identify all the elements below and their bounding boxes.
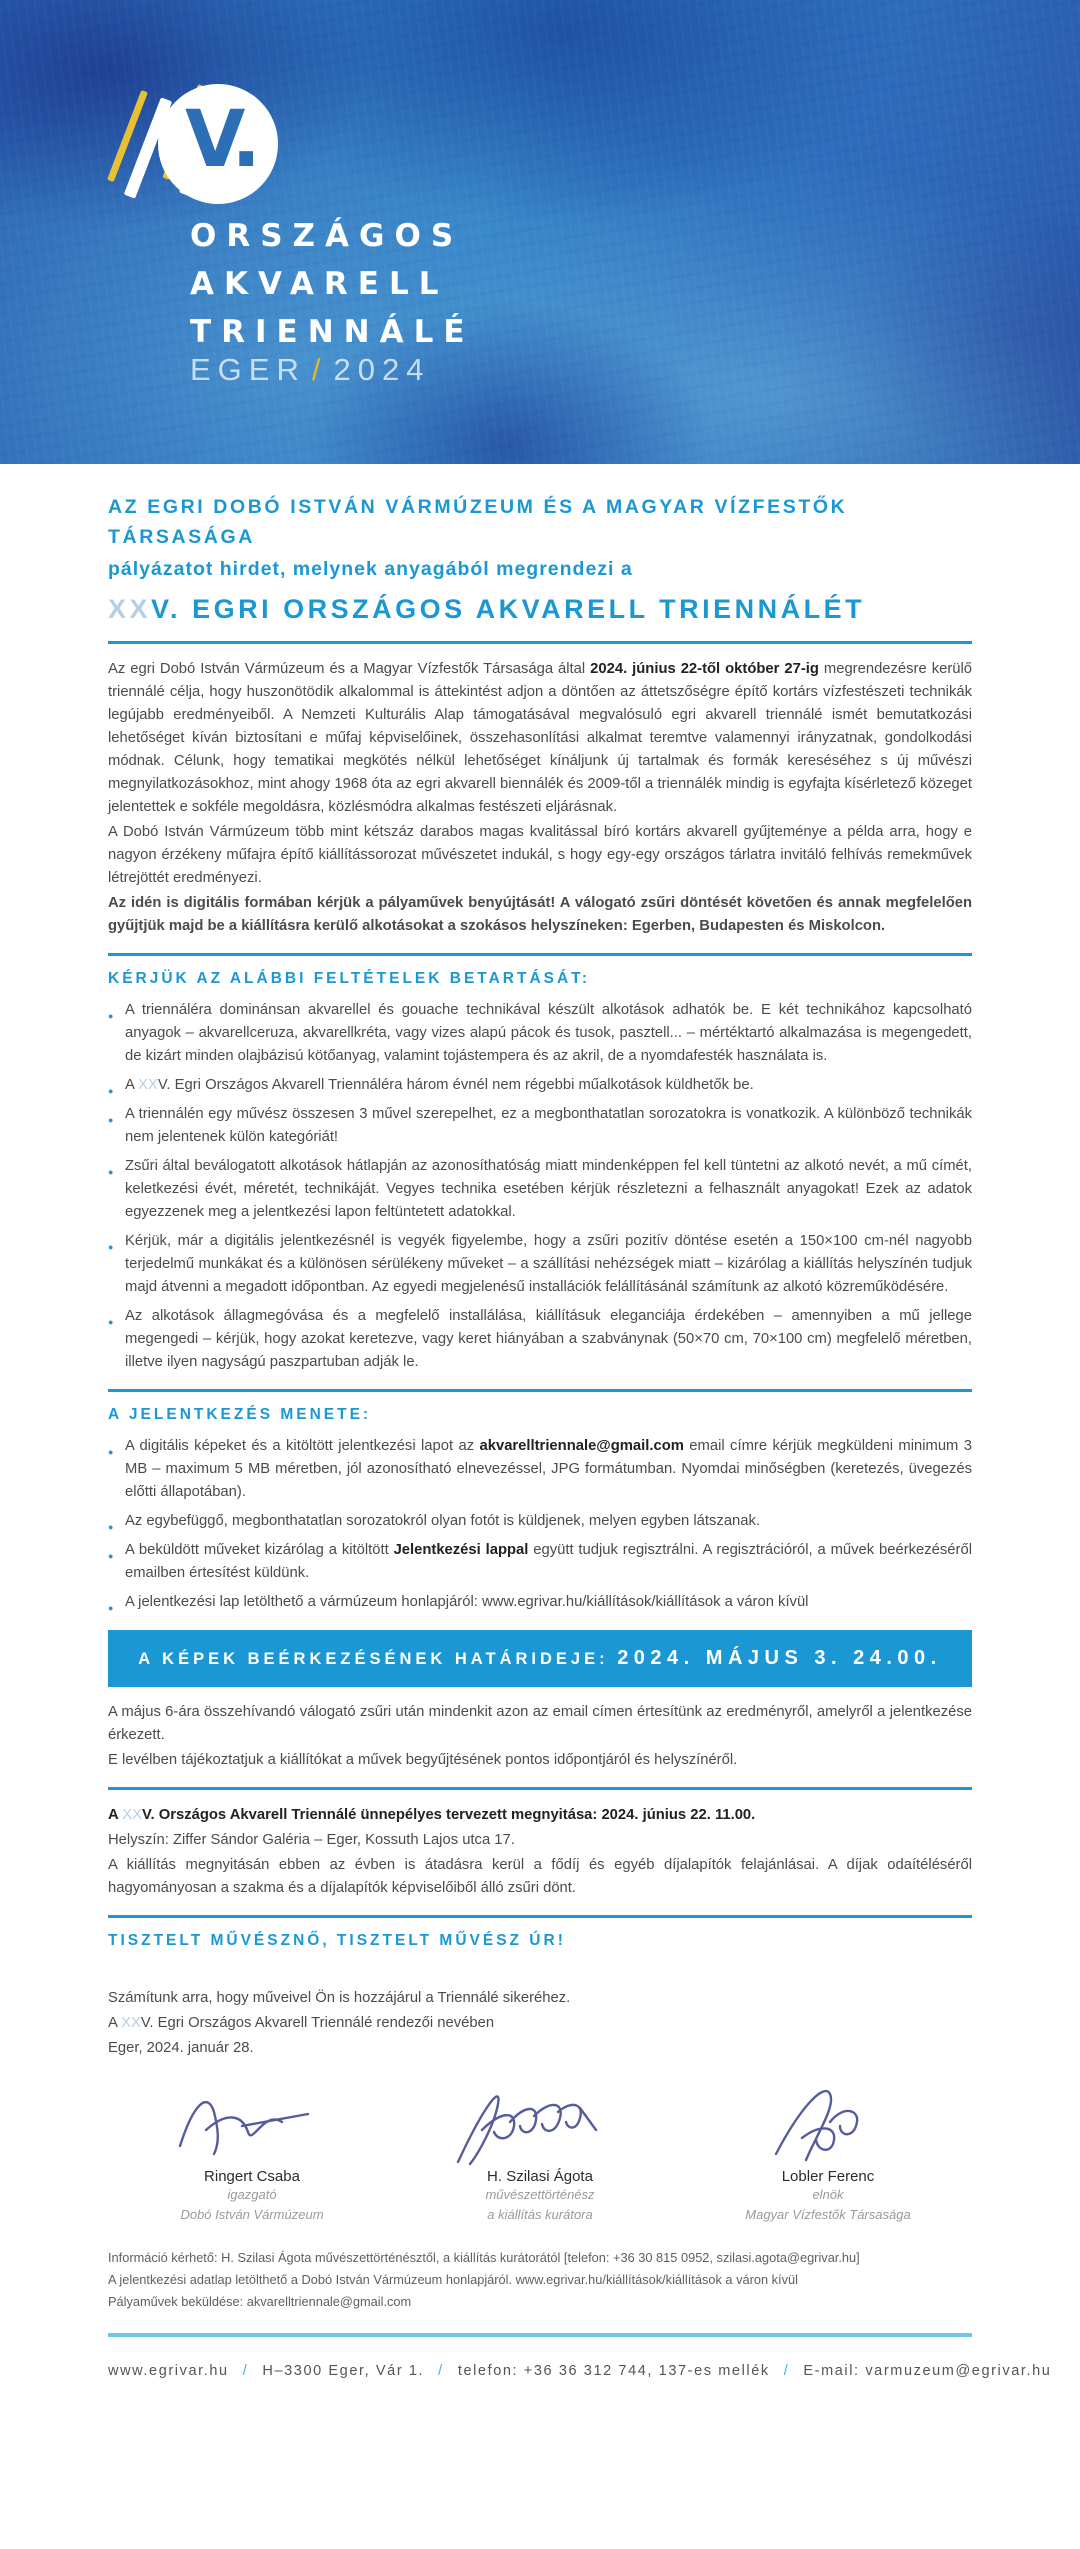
- signatory-org: Dobó István Vármúzeum: [180, 2207, 324, 2222]
- list-item: ● A digitális képeket és a kitöltött jelentkezési lapot az akvarelltriennale@gmail.com email címre kérjük megküldeni minimum 3 MB – maximum 5 MB méretben, jól azonosítható elnevezéssel, JPG formátumban. Nyomdai minőségben (keretezés, üvegezés előtti állapotában).: [108, 1435, 972, 1504]
- section-divider: [108, 641, 972, 644]
- signatures-row: [108, 2070, 972, 2225]
- date-line: Eger, 2024. január 28.: [108, 2040, 254, 2056]
- list-item: ● Az alkotások állagmegóvása és a megfelelő installálása, kiállításuk eleganciája érdekében – amennyiben a mű jellege megengedi – kérjük, hogy azokat keretezve, vagy keret hiányában a szabványnak (50×70 cm, 70×100 cm) megfelelő méretben, illetve ilyen nagyságú paszpartuban adják le.: [108, 1305, 972, 1374]
- info-line-submission: Pályaművek beküldése: akvarelltriennale@gmail.com: [108, 2294, 412, 2309]
- application-list: [108, 1435, 972, 1614]
- application-heading: A JELENTKEZÉS MENETE:: [108, 1406, 372, 1423]
- signatory-role: igazgató: [227, 2187, 277, 2202]
- logo-circle-icon: [158, 84, 278, 204]
- footer-email: E-mail: varmuzeum@egrivar.hu: [803, 2363, 1052, 2379]
- list-item: ● A jelentkezési lap letölthető a vármúzeum honlapjáról: www.egrivar.hu/kiállítások/kiállítások a váron kívül: [108, 1591, 972, 1614]
- intro-heading-line3: XXV. EGRI ORSZÁGOS AKVARELL TRIENNÁLÉT: [108, 594, 866, 624]
- footer-slash-icon: /: [438, 2363, 444, 2379]
- signature-block-2: [396, 2070, 684, 2225]
- signature-ringert-csaba-icon: [142, 2070, 362, 2166]
- signature-lobler-ferenc-icon: [718, 2070, 938, 2166]
- signatory-org: a kiállítás kurátora: [487, 2207, 593, 2222]
- closing-heading: TISZTELT MŰVÉSZNŐ, TISZTELT MŰVÉSZ ÚR!: [108, 1932, 566, 1949]
- section-divider: [108, 1915, 972, 1918]
- hero-title-line-3: TRIENNÁLÉ: [190, 314, 475, 350]
- signatory-name: Ringert Csaba: [204, 2168, 300, 2185]
- closing-paragraph-2: A XXV. Egri Országos Akvarell Triennálé rendezői nevében: [108, 2015, 495, 2031]
- hero-title-line-1: ORSZÁGOS: [190, 218, 464, 254]
- watercolor-banner: [0, 0, 1080, 464]
- signature-block-3: [684, 2070, 972, 2225]
- signatory-name: Lobler Ferenc: [781, 2168, 875, 2185]
- signatory-org: Magyar Vízfestők Társasága: [745, 2207, 911, 2222]
- jury-paragraph-2: E levélben tájékoztatjuk a kiállítókat a művek begyűjtésének pontos időpontjáról és helyszínéről.: [108, 1752, 738, 1768]
- hero-subtitle: [190, 352, 430, 388]
- list-item: ● Az egybefüggő, megbonthatatlan sorozatokról olyan fotót is küldjenek, melyen egyben látszanak.: [108, 1510, 972, 1533]
- intro-paragraph-1: Az egri Dobó István Vármúzeum és a Magyar Vízfestők Társasága által 2024. június 22-től október 27-ig megrendezésre kerülő triennálé célja, hogy huszonötödik alkalommal is áttekintést adjon a döntően az áttetszőségre építő kortárs vízfestészeti technikák legújabb eredményeiből. A Nemzeti Kulturális Alap támogatásával megvalósuló egri akvarell triennálé ismét bemutatkozási lehetőséget kíván biztosítani e műfaj képviselőinek, összehasonlítási alkalmat teremtve valamennyi irányzatnak, gondolkodási módnak. Célunk, hogy tematikai megkötés nélkül lehetőséget kínáljunk új tartalmak és formák kereséséhez s új művészi megnyilatkozásokhoz, mint ahogy 1968 óta az egri akvarell biennálék és 2009-től a triennálék mindig is egyfajta kísérletező közeget jelentettek e sokféle megoldásra, közlésmódra alkalmas festészeti eljárásnak.: [108, 661, 972, 815]
- opening-line-1: A XXV. Országos Akvarell Triennálé ünnepélyes tervezett megnyitása: 2024. június 22. 11.00.: [108, 1807, 756, 1823]
- footer-divider: [108, 2333, 972, 2337]
- hero-subtitle-year: 2024: [333, 352, 431, 387]
- deadline-banner: [108, 1630, 972, 1687]
- list-item: ● A beküldött műveket kizárólag a kitöltött Jelentkezési lappal együtt tudjuk regisztrálni. A regisztrációról, a művek beérkezéséről emailben értesítést küldünk.: [108, 1539, 972, 1585]
- intro-heading-line1: AZ EGRI DOBÓ ISTVÁN VÁRMÚZEUM ÉS A MAGYAR VÍZFESTŐK TÁRSASÁGA: [108, 496, 848, 548]
- intro-paragraph-2: A Dobó István Vármúzeum több mint kétszáz darabos magas kvalitással bíró kortárs akvarell gyűjteménye a példa arra, hogy e nagyon érzékeny műfajra építő kiállítássorozat művészetet indukál, s hogy egy-egy országos tárlatra invitáló felhívás remekművek létrejöttét eredményezi.: [108, 824, 972, 886]
- jury-paragraph-1: A május 6-ára összehívandó válogató zsűri után mindenkit azon az email címen értesítünk az eredményről, amelyről a jelentkezése érkezett.: [108, 1704, 972, 1743]
- logo-v-letter: V.: [185, 95, 257, 185]
- list-item: ● Zsűri által beválogatott alkotások hátlapján az azonosíthatóság miatt mindenképpen fel kell tüntetni az alkotó nevét, a mű címét, keletkezési évét, méretét, technikáját. Vegyes technika esetében kérjük részletezni a felhasznált anyagokat! Ezek az adatok egyezzenek meg a jelentkezési lapon feltüntetett adatokkal.: [108, 1155, 972, 1224]
- document-body: [0, 464, 1080, 2549]
- list-item: ● Kérjük, már a digitális jelentkezésnél is vegyék figyelembe, hogy a zsűri pozitív döntése esetén a 150×100 cm-nél nagyobb terjedelmű munkákat és a különösen sérülékeny műveket – a szállítási nehézségek miatt – kizárólag a kiállítás helyszínén tudjuk majd átvenni a megadott időpontban. Az egyedi megjelenésű installációk felállításánál számítunk az alkotó közreműködésére.: [108, 1230, 972, 1299]
- opening-line-2: Helyszín: Ziffer Sándor Galéria – Eger, Kossuth Lajos utca 17.: [108, 1832, 515, 1848]
- section-divider: [108, 953, 972, 956]
- opening-line-3: A kiállítás megnyitásán ebben az évben is átadásra kerül a fődíj és egyéb díjalapítók felajánlásai. A díjak odaítéléséről hagyományosan a szakma és a díjalapítók képviselőiből álló zsűri dönt.: [108, 1857, 972, 1896]
- closing-paragraph-1: Számítunk arra, hogy műveivel Ön is hozzájárul a Triennálé sikeréhez.: [108, 1990, 571, 2006]
- hero-subtitle-slash: /: [311, 352, 328, 387]
- intro-paragraph-3: Az idén is digitális formában kérjük a pályaművek benyújtását! A válogató zsűri döntését követően és annak megfelelően gyűjtjük majd be a kiállításra kerülő alkotásokat a szokásos helyszíneken: Egerben, Budapesten és Miskolcon.: [108, 895, 972, 934]
- deadline-banner-text: A KÉPEK BEÉRKEZÉSÉNEK HATÁRIDEJE: 2024. MÁJUS 3. 24.00.: [138, 1647, 942, 1669]
- signature-h-szilasi-agota-icon: [430, 2070, 650, 2166]
- section-divider: [108, 1389, 972, 1392]
- watercolor-texture: [0, 0, 1080, 464]
- footer-slash-icon: /: [242, 2363, 249, 2379]
- list-item: ● A triennálén egy művész összesen 3 művel szerepelhet, ez a megbonthatatlan sorozatokra is vonatkozik. A különböző technikák nem jelentenek külön kategóriát!: [108, 1103, 972, 1149]
- footer-address: H–3300 Eger, Vár 1.: [262, 2363, 425, 2379]
- conditions-list: [108, 999, 972, 1374]
- signature-block-1: [108, 2070, 396, 2225]
- list-item: ● A XXV. Egri Országos Akvarell Triennáléra három évnél nem régebbi műalkotások küldhetők be.: [108, 1074, 972, 1097]
- footer-contact-line: [108, 2363, 1052, 2379]
- footer-website: www.egrivar.hu: [108, 2363, 229, 2379]
- signatory-role: művészettörténész: [485, 2187, 595, 2202]
- hero-title: [190, 212, 475, 356]
- footer-phone: telefon: +36 36 312 744, 137-es mellék: [457, 2363, 770, 2379]
- footer-slash-icon: /: [783, 2363, 790, 2379]
- intro-heading-line2: pályázatot hirdet, melynek anyagából megrendezi a: [108, 558, 633, 580]
- info-line-contact: Információ kérhető: H. Szilasi Ágota művészettörténésztől, a kiállítás kurátorától [telefon: +36 30 815 0952, szilasi.agota@egrivar.hu]: [108, 2250, 860, 2265]
- hero-title-line-2: AKVARELL: [190, 266, 449, 302]
- signatory-name: H. Szilasi Ágota: [487, 2168, 593, 2185]
- info-block: [108, 2247, 972, 2313]
- triennale-logo: [96, 72, 396, 232]
- section-divider: [108, 1787, 972, 1790]
- conditions-heading: KÉRJÜK AZ ALÁBBI FELTÉTELEK BETARTÁSÁT:: [108, 970, 591, 987]
- signatory-role: elnök: [812, 2187, 844, 2202]
- info-line-download: A jelentkezési adatlap letölthető a Dobó István Vármúzeum honlapjáról. www.egrivar.hu/kiállítások/kiállítások a váron kívül: [108, 2272, 798, 2287]
- list-item: ● A triennáléra dominánsan akvarellel és gouache technikával készült alkotások adhatók be. E két technikához kapcsolható anyagok – akvarellceruza, akvarellkréta, vagy vizes alapú pácok és tusok, pasztell... – mértéktartó alkalmazása is megengedett, de kizárt minden olajbázisú kötőanyag, valamint tojástempera és az akril, de a nyomdafesték használata is.: [108, 999, 972, 1068]
- hero-subtitle-city: EGER: [190, 352, 306, 387]
